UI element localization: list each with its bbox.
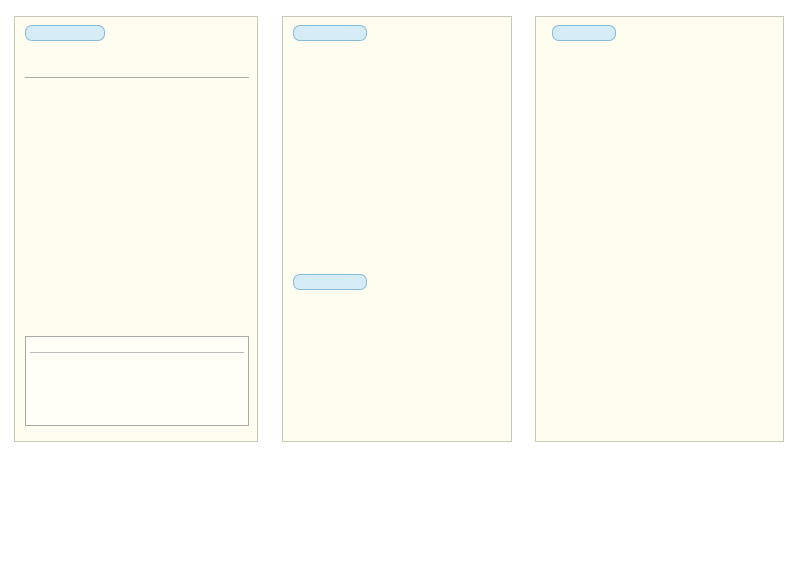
divider: [30, 352, 244, 353]
committee-pill: [293, 25, 367, 41]
verse-box: [25, 336, 249, 426]
worship-order-pill: [25, 25, 105, 41]
committee-panel: [282, 16, 512, 442]
column-panel: [535, 16, 784, 442]
offerings-pill: [293, 274, 367, 290]
worship-order-panel: [14, 16, 258, 442]
column-pill: [552, 25, 616, 41]
divider: [25, 77, 249, 78]
